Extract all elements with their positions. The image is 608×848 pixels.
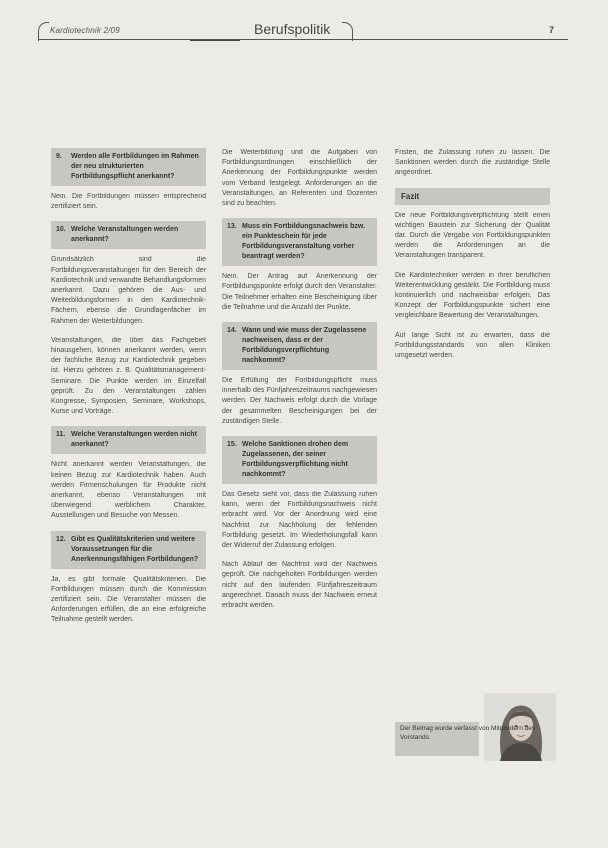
question-title: Muss ein Fortbildungsnachweis bzw. ein Punkteschein für jede Fortbildungsveranstaltung vorher beantragt werden? [242, 223, 366, 261]
conclusion-text: Die Kardiotechniker werden in ihrer beruflichen Weiterentwicklung gestärkt. Die Fortbildung muss kontinuierlich und nachweisbar erfolgen. Das Konzept der Fortbildungspunkte sichert eine vergleichbare Bewertung der Veranstaltungen. [395, 271, 550, 320]
journal-name: Kardiotechnik 2/09 [50, 26, 120, 35]
answer-text: Grundsätzlich sind die Fortbildungsveranstaltungen für den Bereich der Kardiotechnik und verwandte Behandlungsformen anerkannt. Dazu gehören die Aus- und Weiterbildungsformen in den Kardiotechnik-Fächern, ebenso die Grundlagenfächer im Rahmen der Weiterbildungen. [51, 256, 206, 325]
column-3 [395, 148, 550, 370]
page-number: 7 [548, 25, 554, 35]
question-number: 11. [56, 431, 66, 439]
answer-text: Nicht anerkannt werden Veranstaltungen, die keinen Bezug zur Kardiotechnik haben. Auch werden Firmenschulungen für Produkte nicht anerkannt, ebenso Veranstaltungen mit überwiegend werblichem Charakter, Ausstellungen und Besuche von Messen. [51, 461, 206, 520]
question-box [222, 436, 377, 484]
question-number: 14. [227, 327, 237, 335]
question-box [51, 426, 206, 454]
answer-text: Veranstaltungen, die über das Fachgebiet hinausgehen, können anerkannt werden, wenn der fachliche Bezug zur Kardiotechnik gegeben ist. Hierzu gehören z. B. Qualitätsmanagement-Seminare. Die Punkte werden im Einzelfall geprüft. Zu den Veranstaltungen zählen Kongresse, Symposien, Seminare, Workshops, Kurse und Vorträge. [51, 336, 206, 416]
conclusion-text: Auf lange Sicht ist zu erwarten, dass die Fortbildungsstandards von allen Kliniken umgesetzt werden. [395, 331, 550, 360]
question-number: 9. [56, 153, 62, 160]
question-title: Welche Sanktionen drohen dem Zugelassenen, der seiner Fortbildungsverpflichtung nicht nachkommt? [242, 441, 349, 479]
question-number: 15. [227, 441, 237, 449]
answer-text: Die Weiterbildung und die Aufgaben von Fortbildungsordnungen einschließlich der Anerkennung der Fortbildungspunkte werden vom Verband festgelegt. Anforderungen an die Veranstaltungen, an Referenten und Dozenten sind zu beachten. [222, 149, 377, 208]
question-title: Wann und wie muss der Zugelassene nachweisen, dass er der Fortbildungsverpflichtung nachkommt? [242, 327, 367, 365]
question-number: 10. [56, 226, 66, 234]
column-1 [51, 148, 206, 635]
question-box [51, 531, 206, 569]
question-title: Welche Veranstaltungen werden nicht anerkannt? [71, 431, 197, 449]
question-title: Welche Veranstaltungen werden anerkannt? [71, 226, 179, 244]
header-rule [38, 39, 568, 40]
question-box [222, 218, 377, 266]
answer-text: Fristen, die Zulassung ruhen zu lassen. Die Sanktionen werden durch die zuständige Stelle angeordnet. [395, 149, 550, 177]
answer-text: Nein. Die Fortbildungen müssen entsprechend zertifiziert sein. [51, 193, 206, 211]
question-number: 13. [227, 223, 237, 231]
section-title: Berufspolitik [248, 21, 336, 37]
question-box [51, 148, 206, 186]
header-bracket-right [342, 22, 353, 41]
conclusion-heading: Fazit [395, 188, 550, 205]
question-box [51, 221, 206, 249]
question-box [222, 322, 377, 370]
question-title: Werden alle Fortbildungen im Rahmen der neu strukturierten Fortbildungspflicht anerkannt? [71, 153, 199, 180]
header-accent-rule [190, 40, 240, 41]
answer-text: Ja, es gibt formale Qualitätskriterien. Die Fortbildungen müssen durch die Kommission zertifiziert sein. Die Veranstalter müssen die Anforderungen erfüllen, die an eine erfolgreiche Teilnahme gestellt werden. [51, 575, 206, 624]
answer-text: Die Erfüllung der Fortbildungspflicht muss innerhalb des Fünfjahreszeitraums nachgewiesen werden. Der Nachweis erfolgt durch die Vorlage der gesammelten Bescheinigungen bei der zuständigen Stelle. [222, 377, 377, 425]
answer-text: Das Gesetz sieht vor, dass die Zulassung ruhen kann, wenn der Fortbildungsnachweis nicht erbracht wird. Vor der Anordnung wird eine Nachfrist zur Nachholung der fehlenden Fortbildung gesetzt. Im Wiederholungsfall kann der Widerruf der Zulassung erfolgen. [222, 491, 377, 550]
column-2 [222, 148, 377, 620]
question-title: Gibt es Qualitätskriterien und weitere Voraussetzungen für die Anerkennungsfähigen Fortbildungen? [71, 535, 199, 563]
answer-text: Nein. Der Antrag auf Anerkennung der Fortbildungspunkte erfolgt durch den Veranstalter. Die Teilnehmer erhalten eine Bescheinigung über die Teilnahme und die Anzahl der Punkte. [222, 273, 377, 311]
photo-caption: Der Beitrag wurde verfasst von Mitgliedern des Vorstands. [400, 725, 536, 741]
question-number: 12. [56, 535, 66, 543]
answer-text: Nach Ablauf der Nachfrist wird der Nachweis geprüft. Die nachgeholten Fortbildungen werden nicht auf den laufenden Fünfjahreszeitraum angerechnet. Danach muss der Nachweis erneut erbracht werden. [222, 561, 377, 610]
conclusion-text: Die neue Fortbildungsverpflichtung stellt einen wichtigen Baustein zur Sicherung der Qualität dar. Durch die Vergabe von Fortbildungspunkten werden die Anforderungen an die Veranstaltungen transparent. [395, 211, 550, 260]
